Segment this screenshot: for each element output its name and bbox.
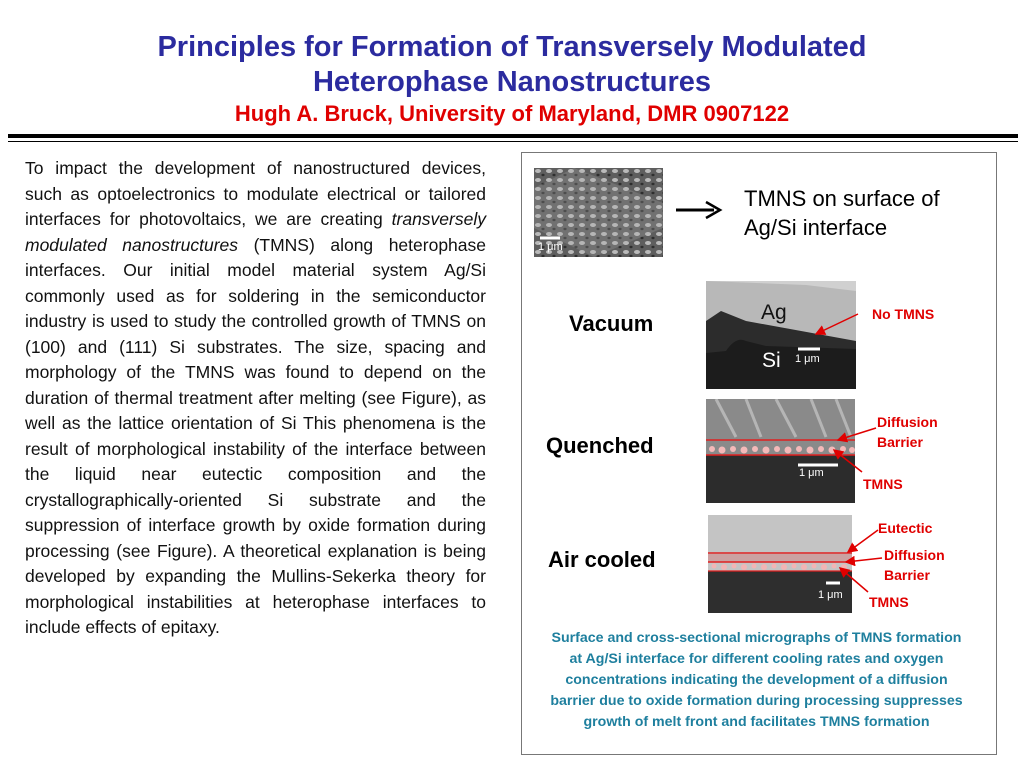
vacuum-scale-label: 1 μm [795, 353, 820, 365]
figure-caption: Surface and cross-sectional micrographs of TMNS formation at Ag/Si interface for different cooling rates and oxygen concentrations indicating the development of a diffusion barrier due to oxide formation during processing suppresses growth of melt front and facilitates TMNS formation [550, 630, 963, 730]
header-divider-thin [8, 141, 1018, 142]
slide-title-line1: Principles for Formation of Transversely Modulated [157, 31, 867, 63]
body-text-part2: (TMNS) along heterophase interfaces. Our initial model material system Ag/Si commonly used as for soldering in the semiconductor industry is used to study the controlled growth of TMNS on (100) and (111) Si substrates. The size, spacing and morphology of the TMNS was found to depend on the duration of thermal treatment after melting (see Figure), as well as the lattice orientation of Si This phenomena is the result of morphological instability of the interface between the liquid near eutectic composition and the crystallographically-oriented Si substrate and the suppression of interface growth by oxide formation during processing (see Figure). A theoretical explanation is being developed by expanding the Mullins-Sekerka theory for morphological instabilities at heterophase interfaces to include effects of epitaxy. [25, 234, 486, 637]
surface-micrograph-label: TMNS on surface of Ag/Si interface [744, 186, 940, 240]
row-label-vacuum: Vacuum [569, 311, 654, 336]
annotation-eutectic: Eutectic [878, 520, 933, 536]
annotation-tmns-air: TMNS [869, 594, 909, 610]
air-cooled-scale-label: 1 μm [818, 589, 843, 601]
quenched-scale-label: 1 μm [799, 467, 824, 479]
slide-title-line2: Heterophase Nanostructures [312, 66, 712, 98]
annotation-no-tmns: No TMNS [872, 306, 935, 322]
quenched-micrograph [706, 399, 855, 503]
annotation-diffusion-barrier-quenched: Diffusion Barrier [877, 414, 938, 450]
phase-label-ag: Ag [761, 301, 787, 324]
row-label-quenched: Quenched [546, 433, 654, 458]
title-block [0, 30, 1024, 128]
air-cooled-micrograph [708, 515, 852, 613]
body-text-part1: To impact the development of nanostructured devices, such as optoelectronics to modulate electrical or tailored interfaces for photovoltaics, we are creating [25, 158, 486, 229]
body-paragraph [25, 156, 486, 641]
header-divider-thick [8, 134, 1018, 138]
surface-scale-label: 1 μm [538, 241, 563, 253]
annotation-diffusion-barrier-air: Diffusion Barrier [884, 547, 945, 583]
slide-subtitle: Hugh A. Bruck, University of Maryland, DMR 0907122 [234, 101, 790, 126]
annotation-tmns-quenched: TMNS [863, 476, 903, 492]
vacuum-micrograph [706, 281, 856, 389]
row-label-air-cooled: Air cooled [548, 547, 656, 572]
arrow-icon [674, 196, 724, 224]
surface-micrograph [534, 168, 663, 257]
phase-label-si: Si [762, 349, 781, 372]
body-text-italic: transversely modulated nanostructures [25, 209, 486, 255]
